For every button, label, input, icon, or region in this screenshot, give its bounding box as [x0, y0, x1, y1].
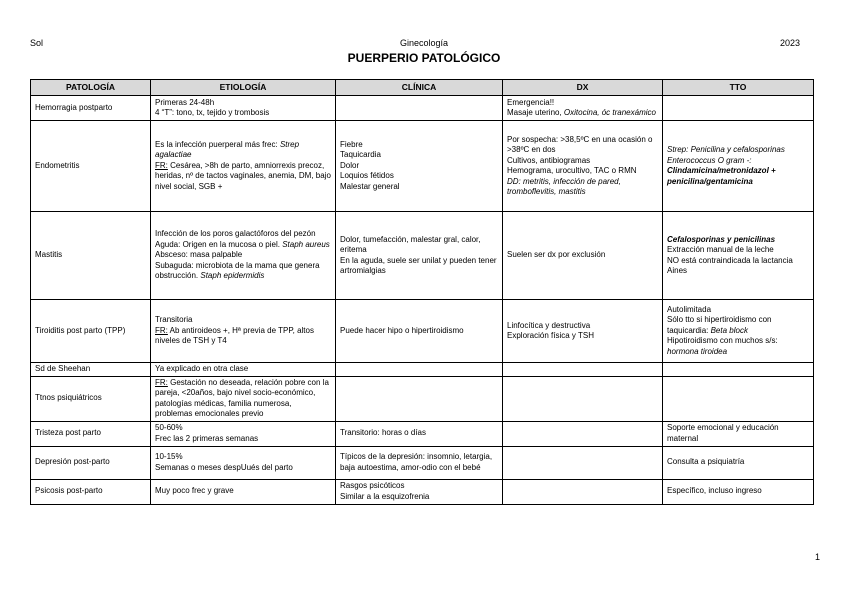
cell-line: FR: Ab antiroideos +, Hª previa de TPP, altos niveles de TSH y T4	[155, 325, 314, 346]
cell-line: Suelen ser dx por exclusión	[507, 250, 606, 260]
cell-line: Típicos de la depresión: insomnio, letargia, baja autoestima, amor-odio con el bebé	[340, 452, 493, 472]
row-pathology: Endometritis	[31, 121, 151, 212]
cell-line: Taquicardia	[340, 150, 381, 160]
table-header-row	[31, 80, 814, 96]
page-number: 1	[814, 552, 820, 562]
cell-line: Masaje uterino, Oxitocina, óc tranexámico	[507, 108, 656, 117]
cell-line: Semanas o meses despUués del parto	[155, 462, 293, 472]
column-header-tto: TTO	[663, 80, 814, 96]
cell-etio	[151, 376, 336, 421]
column-header-patologia: PATOLOGÍA	[31, 80, 151, 96]
cell-etio	[151, 121, 336, 212]
cell-line	[667, 145, 809, 156]
table-row	[31, 300, 814, 363]
styled-text: Cefalosporinas y penicilinas	[667, 234, 776, 244]
table-row	[31, 446, 814, 479]
table-row	[31, 479, 814, 504]
styled-text: FR:	[155, 325, 168, 335]
cell-line: Aguda: Origen en la mucosa o piel. Staph aureus	[155, 239, 330, 249]
cell-etio	[151, 300, 336, 363]
cell-line: Subaguda: microbiota de la mama que genera obstrucción. Staph epidermidis	[155, 260, 320, 281]
styled-text: Clindamicina/metronidazol + penicilina/gentamicina	[667, 166, 776, 186]
cell-line: Consulta a psiquiatría	[667, 457, 745, 467]
styled-text: Beta block	[710, 325, 748, 335]
cell-line: Cultivos, antibiogramas	[507, 155, 591, 165]
styled-text: DD: metritis, infección de pared, tromboflevitis, mastitis	[507, 176, 621, 196]
cell-tto	[663, 363, 814, 377]
cell-line: Linfocítica y destructiva	[507, 320, 591, 330]
cell-line: Primeras 24-48h	[155, 97, 215, 107]
cell-etio	[151, 212, 336, 300]
row-pathology: Tristeza post parto	[31, 421, 151, 446]
cell-dx	[503, 479, 663, 504]
row-pathology: Tiroiditis post parto (TPP)	[31, 300, 151, 363]
cell-etio	[151, 421, 336, 446]
styled-text: Staph epidermidis	[200, 271, 265, 281]
cell-line: Soporte emocional y educación maternal	[667, 423, 779, 443]
cell-line: Infección de los poros galactóforos del pezón	[155, 229, 316, 239]
cell-line: Dolor, tumefacción, malestar gral, calor, eritema	[340, 234, 481, 254]
cell-line: Absceso: masa palpable	[155, 250, 243, 260]
cell-line: NO está contraindicada la lactancia	[667, 255, 793, 265]
cell-dx	[503, 446, 663, 479]
cell-line: Sólo tto si hipertiroidismo con taquicardia: Beta block	[667, 315, 772, 335]
cell-line: Ya explicado en otra clase	[155, 364, 249, 373]
styled-text: Enterococcus O gram -:	[667, 155, 752, 165]
cell-line: Autolimitada	[667, 304, 712, 314]
cell-clin	[336, 363, 503, 377]
styled-text: Oxitocina, óc tranexámico	[563, 108, 656, 117]
cell-line: Aines	[667, 266, 688, 275]
cell-line	[667, 156, 809, 167]
cell-dx	[503, 300, 663, 363]
table-row	[31, 96, 814, 121]
cell-line: Rasgos psicóticos	[340, 481, 405, 490]
cell-clin	[336, 96, 503, 121]
header-subject: Ginecología	[399, 38, 449, 48]
row-pathology: Mastitis	[31, 212, 151, 300]
cell-line: Transitorio: horas o días	[340, 428, 426, 438]
cell-line: Específico, incluso ingreso	[667, 486, 762, 496]
styled-text: FR:	[155, 160, 168, 170]
cell-line: 10-15%	[155, 452, 183, 461]
cell-tto	[663, 96, 814, 121]
row-pathology: Psicosis post-parto	[31, 479, 151, 504]
cell-clin	[336, 421, 503, 446]
cell-tto	[663, 376, 814, 421]
column-header-dx: DX	[503, 80, 663, 96]
table-row	[31, 121, 814, 212]
cell-dx	[503, 376, 663, 421]
cell-line	[667, 235, 809, 246]
cell-tto	[663, 479, 814, 504]
cell-line: Transitoria	[155, 315, 193, 325]
cell-clin	[336, 446, 503, 479]
row-pathology: Hemorragia postparto	[31, 96, 151, 121]
cell-tto	[663, 300, 814, 363]
header-author: Sol	[30, 38, 44, 48]
cell-line: Dolor	[340, 160, 360, 170]
column-header-clinica: CLÍNICA	[336, 80, 503, 96]
cell-line: FR: Gestación no deseada, relación pobre con la pareja, <20años, bajo nivel socio-económico, patologías médicas, familia numerosa, problemas emocionales previo	[155, 377, 329, 418]
table-row	[31, 421, 814, 446]
table-row	[31, 363, 814, 377]
styled-text: hormona tiroidea	[667, 346, 728, 356]
cell-clin	[336, 376, 503, 421]
cell-line	[667, 166, 809, 187]
cell-dx	[503, 121, 663, 212]
row-pathology: Depresión post-parto	[31, 446, 151, 479]
cell-clin	[336, 212, 503, 300]
cell-dx	[503, 96, 663, 121]
cell-tto	[663, 421, 814, 446]
cell-line: Loquios fétidos	[340, 171, 394, 181]
cell-line: Emergencia!!	[507, 97, 555, 107]
styled-text: Strep agalactiae	[155, 139, 300, 160]
cell-line: Frec las 2 primeras semanas	[155, 433, 259, 443]
cell-line: Puede hacer hipo o hipertiroidismo	[340, 325, 464, 335]
styled-text: FR:	[155, 377, 168, 387]
cell-line: Fiebre	[340, 139, 363, 149]
row-pathology: Ttnos psiquiátricos	[31, 376, 151, 421]
cell-clin	[336, 300, 503, 363]
column-header-etiologia: ETIOLOGÍA	[151, 80, 336, 96]
table-row	[31, 212, 814, 300]
table-row	[31, 376, 814, 421]
cell-etio	[151, 363, 336, 377]
cell-line: Extracción manual de la leche	[667, 245, 774, 254]
header-year: 2023	[779, 38, 800, 48]
cell-line: Por sospecha: >38,5ºC en una ocasión o >38ºC en dos	[507, 134, 653, 154]
cell-dx	[503, 363, 663, 377]
page-title: PUERPERIO PATOLÓGICO	[347, 51, 501, 65]
cell-dx	[503, 421, 663, 446]
cell-line: Hemograma, urocultivo, TAC o RMN	[507, 166, 637, 175]
cell-etio	[151, 479, 336, 504]
cell-line: FR: Cesárea, >8h de parto, amniorrexis precoz, heridas, nº de tactos vaginales, anemia, DM, bajo nivel social, SGB +	[155, 160, 331, 191]
styled-text: Strep: Penicilina y cefalosporinas	[667, 145, 785, 154]
cell-line: Malestar general	[340, 181, 400, 191]
cell-etio	[151, 446, 336, 479]
cell-line: Hipotiroidismo con muchos s/s: hormona tiroidea	[667, 336, 778, 356]
styled-text: Staph aureus	[282, 239, 330, 249]
cell-clin	[336, 121, 503, 212]
cell-tto	[663, 446, 814, 479]
cell-tto	[663, 121, 814, 212]
cell-line: 50-60%	[155, 423, 183, 432]
cell-tto	[663, 212, 814, 300]
cell-line: Muy poco frec y grave	[155, 486, 234, 496]
cell-clin	[336, 479, 503, 504]
row-pathology: Sd de Sheehan	[31, 363, 151, 377]
puerperio-table	[30, 79, 814, 505]
cell-line: Exploración física y TSH	[507, 331, 594, 340]
cell-line: Similar a la esquizofrenia	[340, 491, 430, 501]
cell-line: Es la infección puerperal más frec: Strep agalactiae	[155, 139, 300, 160]
cell-dx	[503, 212, 663, 300]
cell-line	[507, 177, 658, 198]
cell-line: 4 “T”: tono, tx, tejido y trombosis	[155, 108, 270, 117]
cell-line: En la aguda, suele ser unilat y pueden tener artromialgias	[340, 255, 497, 275]
cell-etio	[151, 96, 336, 121]
